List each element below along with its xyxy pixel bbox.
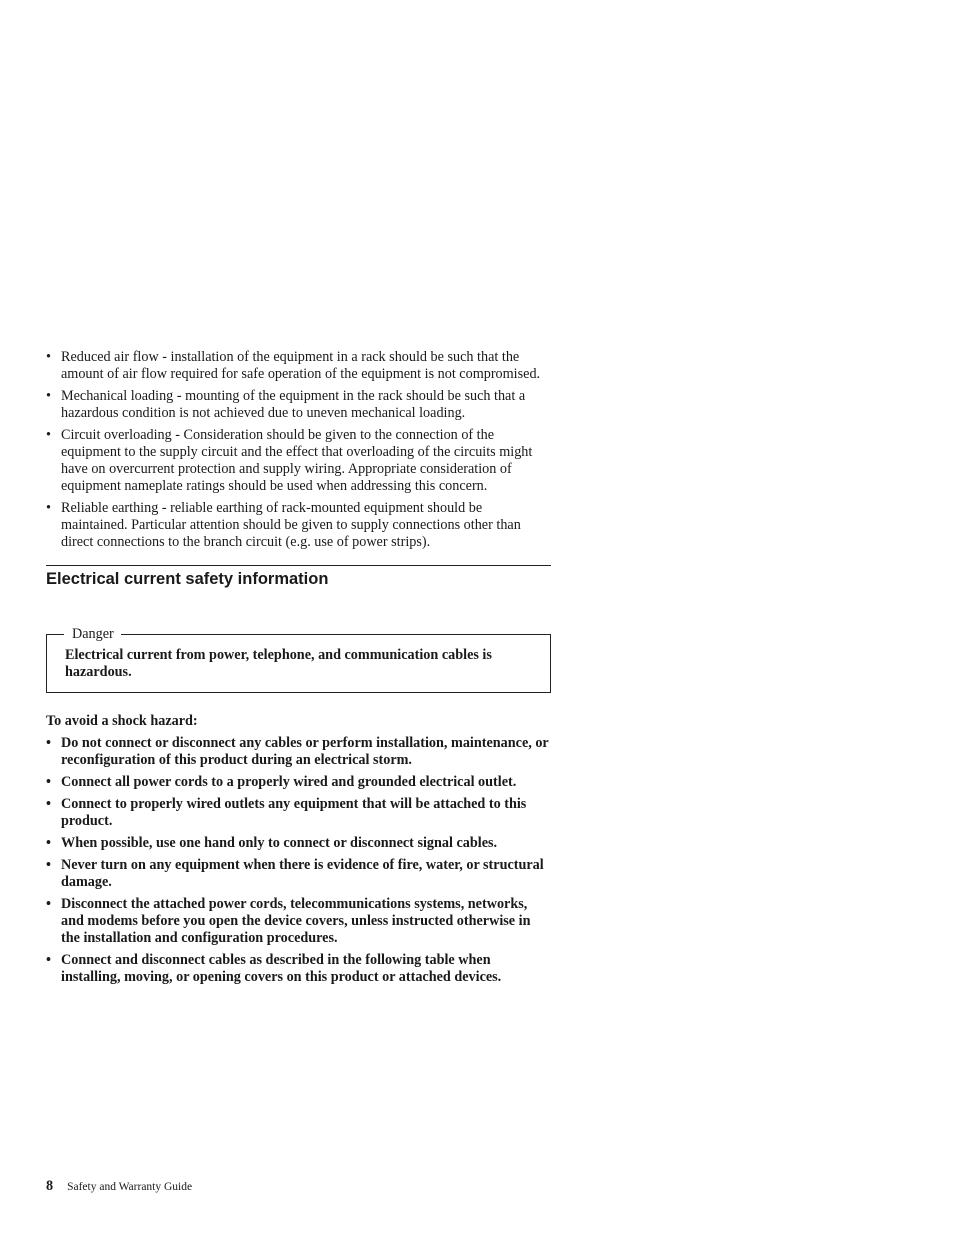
list-item [46,774,551,791]
list-item-text: When possible, use one hand only to connect or disconnect signal cables. [61,835,498,851]
document-title: Safety and Warranty Guide [67,1181,193,1193]
danger-text: Electrical current from power, telephone, and communication cables is hazardous. [65,647,492,680]
list-item-text: Mechanical loading - mounting of the equipment in the rack should be such that a hazardous condition is not achieved due to uneven mechanical loading. [61,388,526,421]
list-item-text: Circuit overloading - Consideration should be given to the connection of the equipment to the supply circuit and the effect that overloading of the circuits might have on overcurrent protection and supply wiring. Appropriate consideration of equipment nameplate ratings should be used when addressing this concern. [61,427,533,494]
page-content [46,349,551,991]
bullet-icon: • [46,952,51,968]
bullet-icon: • [46,735,51,751]
list-item-text: Do not connect or disconnect any cables or perform installation, maintenance, or reconfiguration of this product during an electrical storm. [61,735,549,768]
list-item-text: Connect and disconnect cables as described in the following table when installing, moving, or opening covers on this product or attached devices. [61,952,502,985]
danger-label: Danger [64,626,121,643]
bullet-icon: • [46,500,51,516]
list-item-text: Reduced air flow - installation of the equipment in a rack should be such that the amount of air flow required for safe operation of the equipment is not compromised. [61,349,541,382]
section-divider [46,565,551,566]
shock-hazard-heading: To avoid a shock hazard: [46,713,198,729]
bullet-icon: • [46,835,51,851]
list-item [46,500,551,551]
bullet-icon: • [46,388,51,404]
rack-considerations-list [46,349,551,551]
shock-hazard-list [46,735,551,986]
bullet-icon: • [46,349,51,365]
list-item [46,896,551,947]
bullet-icon: • [46,896,51,912]
bullet-icon: • [46,796,51,812]
list-item-text: Never turn on any equipment when there is evidence of fire, water, or structural damage. [61,857,544,890]
section-heading: Electrical current safety information [46,570,329,588]
bullet-icon: • [46,774,51,790]
list-item [46,857,551,891]
list-item [46,796,551,830]
list-item-text: Connect to properly wired outlets any equipment that will be attached to this product. [61,796,527,829]
list-item [46,735,551,769]
list-item [46,952,551,986]
page-footer [46,1178,192,1195]
list-item-text: Connect all power cords to a properly wired and grounded electrical outlet. [61,774,517,790]
list-item [46,835,551,852]
list-item-text: Reliable earthing - reliable earthing of rack-mounted equipment should be maintained. Particular attention should be given to supply connections other than direct connections to the branch circuit (e.g. use of power strips). [61,500,521,550]
bullet-icon: • [46,857,51,873]
list-item-text: Disconnect the attached power cords, telecommunications systems, networks, and modems before you open the device covers, unless instructed otherwise in the installation and configuration procedures. [61,896,531,946]
list-item [46,349,551,383]
bullet-icon: • [46,427,51,443]
list-item [46,427,551,495]
danger-notice [46,626,551,693]
list-item [46,388,551,422]
page-number: 8 [46,1178,54,1194]
